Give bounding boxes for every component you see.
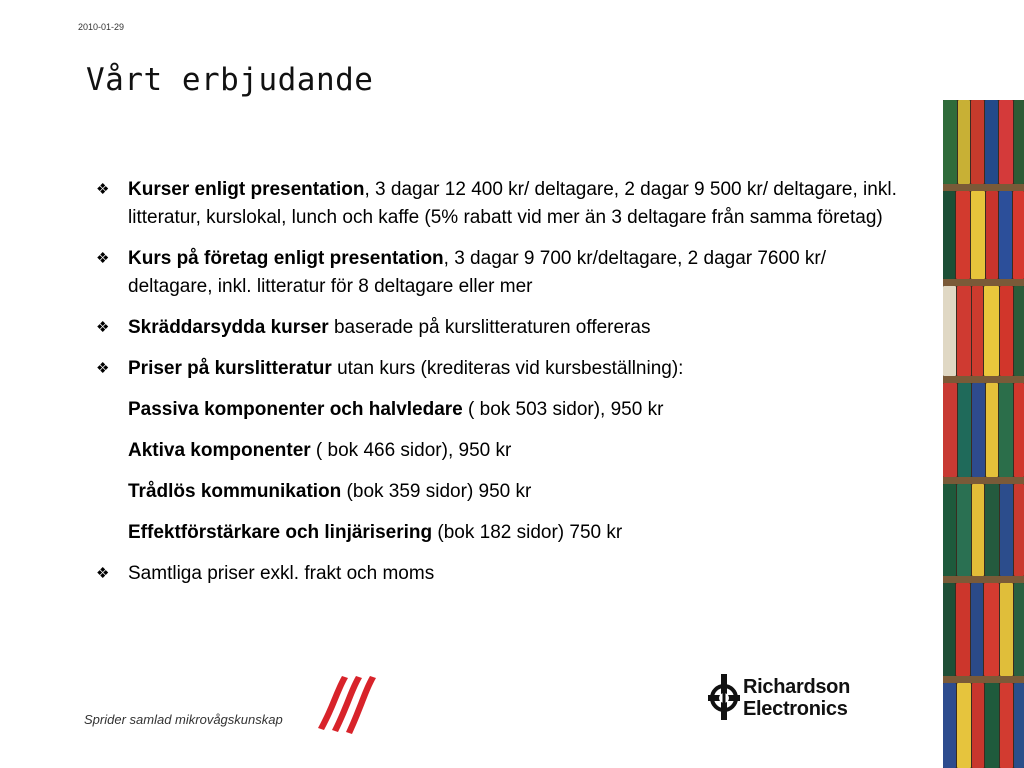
list-item xyxy=(96,560,916,588)
footer-slogan: Sprider samlad mikrovågskunskap xyxy=(84,712,283,727)
item-heading: Priser på kurslitteratur xyxy=(128,358,332,379)
book-price: (bok 359 sidor) 950 kr xyxy=(341,481,532,502)
book-title: Aktiva komponenter xyxy=(128,440,311,461)
book-title: Passiva komponenter och halvledare xyxy=(128,399,463,420)
diamond-bullet-icon: ❖ xyxy=(96,360,110,377)
book-price-line xyxy=(96,519,916,547)
company-name xyxy=(743,676,850,720)
item-heading: Kurs på företag enligt presentation xyxy=(128,248,444,269)
slide-content xyxy=(96,176,916,601)
item-text: baserade på kurslitteraturen offereras xyxy=(328,317,651,338)
diamond-bullet-icon: ❖ xyxy=(96,250,110,267)
list-item xyxy=(96,355,916,383)
slide-date: 2010-01-29 xyxy=(78,22,125,32)
book-price: ( bok 503 sidor), 950 kr xyxy=(462,399,664,420)
item-text: Samtliga priser exkl. frakt och moms xyxy=(128,563,435,584)
list-item xyxy=(96,176,916,232)
diamond-bullet-icon: ❖ xyxy=(96,565,110,582)
slide-title: Vårt erbjudande xyxy=(86,62,374,98)
book-price-line xyxy=(96,478,916,506)
item-text: , 3 dagar 12 400 kr/ deltagare, 2 dagar 9 500 kr/ deltagare, inkl. litteratur, kurslokal, lunch och kaffe (5% rabatt vid mer än 3 deltagare från samma företag) xyxy=(128,179,897,228)
list-item xyxy=(96,314,916,342)
company-name-line1: Richardson xyxy=(743,676,851,698)
diamond-bullet-icon: ❖ xyxy=(96,181,110,198)
list-item xyxy=(96,245,916,301)
stripes-logo-icon xyxy=(312,672,384,736)
item-heading: Kurser enligt presentation xyxy=(128,179,365,200)
diamond-bullet-icon: ❖ xyxy=(96,319,110,336)
book-title: Effektförstärkare och linjärisering xyxy=(128,522,433,543)
book-price: ( bok 466 sidor), 950 kr xyxy=(310,440,512,461)
item-text: utan kurs (krediteras vid kursbeställning): xyxy=(331,358,684,379)
book-price-line xyxy=(96,396,916,424)
company-name-line2: Electronics xyxy=(743,698,848,720)
item-heading: Skräddarsydda kurser xyxy=(128,317,329,338)
bookshelf-image xyxy=(943,100,1024,768)
richardson-logo-icon xyxy=(706,672,742,722)
item-text: , 3 dagar 9 700 kr/deltagare, 2 dagar 7600 kr/ deltagare, inkl. litteratur för 8 deltagare eller mer xyxy=(128,248,827,297)
book-price-line xyxy=(96,437,916,465)
book-price: (bok 182 sidor) 750 kr xyxy=(432,522,623,543)
book-title: Trådlös kommunikation xyxy=(128,481,342,502)
